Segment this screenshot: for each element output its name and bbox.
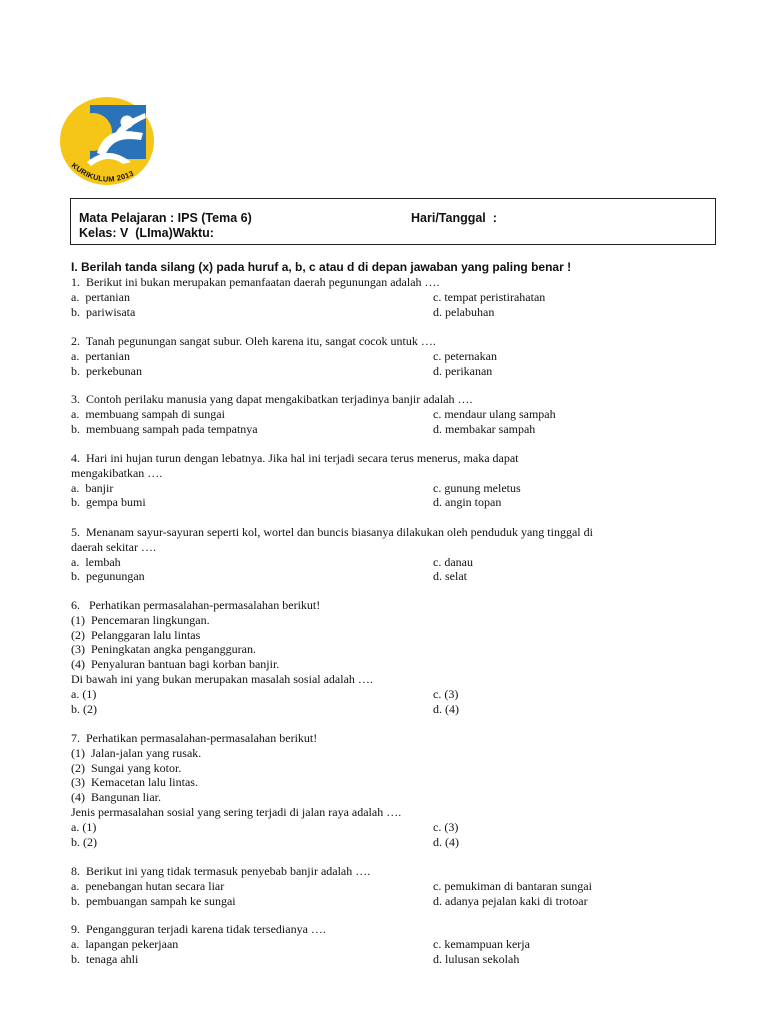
question-text: 2. Tanah pegunungan sangat subur. Oleh karena itu, sangat cocok untuk …. [71,334,436,348]
answer-option[interactable]: a. lapangan pekerjaan [71,936,179,951]
answer-option[interactable]: d. adanya pejalan kaki di trotoar [433,893,588,908]
question-text-line: (3) Kemacetan lalu lintas. [71,775,198,790]
question-7 [71,731,691,849]
question-text-line: Di bawah ini yang bukan merupakan masalah sosial adalah …. [71,671,373,686]
option-row [71,407,691,422]
question-text-line: mengakibatkan …. [71,465,163,480]
answer-option[interactable]: d. selat [433,569,467,584]
question-text-line: (3) Peningkatan angka pengangguran. [71,642,256,657]
answer-option[interactable]: d. pelabuhan [433,304,495,319]
question-8 [71,864,691,908]
question-text: 4. Hari ini hujan turun dengan lebatnya. Jika hal ini terjadi secara terus menerus, maka dapat [71,451,519,465]
question-4 [71,451,691,510]
option-row [71,569,691,584]
question-text-line: (2) Sungai yang kotor. [71,760,182,775]
option-row [71,820,691,835]
subject-field: Mata Pelajaran : IPS (Tema 6) [79,211,252,225]
instruction-heading: I. Berilah tanda silang (x) pada huruf a, b, c atau d di depan jawaban yang paling benar ! [71,260,572,274]
answer-option[interactable]: c. (3) [433,819,459,834]
answer-option[interactable]: b. gempa bumi [71,495,146,510]
option-row [71,937,691,952]
question-text-line: (4) Bangunan liar. [71,790,161,805]
answer-option[interactable]: c. (3) [433,686,459,701]
class-time-field: Kelas: V (LIma)Waktu: [79,226,214,240]
option-row [71,481,691,496]
answer-option[interactable]: b. membuang sampah pada tempatnya [71,421,258,436]
answer-option[interactable]: b. pariwisata [71,304,136,319]
answer-option[interactable]: d. perikanan [433,363,493,378]
question-text-line: (2) Pelanggaran lalu lintas [71,627,201,642]
option-row [71,305,691,320]
answer-option[interactable]: b. pembuangan sampah ke sungai [71,893,236,908]
question-text-line: daerah sekitar …. [71,539,156,554]
question-text: 9. Pengangguran terjadi karena tidak tersedianya …. [71,922,326,936]
answer-option[interactable]: a. membuang sampah di sungai [71,406,225,421]
exam-header-box [70,198,716,245]
question-text: 6. Perhatikan permasalahan-permasalahan berikut! [71,598,321,612]
answer-option[interactable]: a. (1) [71,819,97,834]
answer-option[interactable]: d. (4) [433,701,459,716]
option-row [71,702,691,717]
option-row [71,364,691,379]
question-5 [71,525,691,584]
option-row [71,349,691,364]
answer-option[interactable]: a. lembah [71,554,121,569]
option-row [71,290,691,305]
svg-text:KURIKULUM 2013: KURIKULUM 2013 [69,160,136,184]
answer-option[interactable]: b. (2) [71,701,97,716]
date-field: Hari/Tanggal : [411,211,497,225]
answer-option[interactable]: a. pertanian [71,348,130,363]
answer-option[interactable]: a. penebangan hutan secara liar [71,878,225,893]
question-9 [71,922,691,966]
option-row [71,555,691,570]
answer-option[interactable]: b. perkebunan [71,363,142,378]
question-text-line: (1) Jalan-jalan yang rusak. [71,745,202,760]
question-text: 1. Berikut ini bukan merupakan pemanfaatan daerah pegunungan adalah …. [71,275,440,289]
question-6 [71,598,691,716]
question-text: 7. Perhatikan permasalahan-permasalahan berikut! [71,731,318,745]
answer-option[interactable]: c. danau [433,554,473,569]
option-row [71,495,691,510]
option-row [71,687,691,702]
option-row [71,879,691,894]
answer-option[interactable]: c. gunung meletus [433,480,521,495]
question-1 [71,275,691,319]
question-2 [71,334,691,378]
answer-option[interactable]: a. (1) [71,686,97,701]
answer-option[interactable]: a. banjir [71,480,114,495]
answer-option[interactable]: c. tempat peristirahatan [433,289,546,304]
answer-option[interactable]: a. pertanian [71,289,130,304]
option-row [71,422,691,437]
option-row [71,952,691,967]
answer-option[interactable]: b. tenaga ahli [71,951,139,966]
question-text-line: (1) Pencemaran lingkungan. [71,612,210,627]
kurikulum-2013-logo [57,96,163,188]
answer-option[interactable]: c. kemampuan kerja [433,936,530,951]
answer-option[interactable]: d. membakar sampah [433,421,536,436]
question-text: 8. Berikut ini yang tidak termasuk penyebab banjir adalah …. [71,864,371,878]
option-row [71,835,691,850]
question-text: 3. Contoh perilaku manusia yang dapat mengakibatkan terjadinya banjir adalah …. [71,392,473,406]
question-text-line: (4) Penyaluran bantuan bagi korban banjir. [71,657,280,672]
answer-option[interactable]: c. pemukiman di bantaran sungai [433,878,592,893]
answer-option[interactable]: d. angin topan [433,495,502,510]
answer-option[interactable]: b. (2) [71,834,97,849]
answer-option[interactable]: d. (4) [433,834,459,849]
answer-option[interactable]: c. peternakan [433,348,497,363]
answer-option[interactable]: d. lulusan sekolah [433,951,520,966]
question-text-line: Jenis permasalahan sosial yang sering terjadi di jalan raya adalah …. [71,804,402,819]
option-row [71,894,691,909]
question-3 [71,392,691,436]
answer-option[interactable]: c. mendaur ulang sampah [433,406,556,421]
answer-option[interactable]: b. pegunungan [71,569,145,584]
question-text: 5. Menanam sayur-sayuran seperti kol, wortel dan buncis biasanya dilakukan oleh penduduk yang tinggal di [71,525,593,539]
